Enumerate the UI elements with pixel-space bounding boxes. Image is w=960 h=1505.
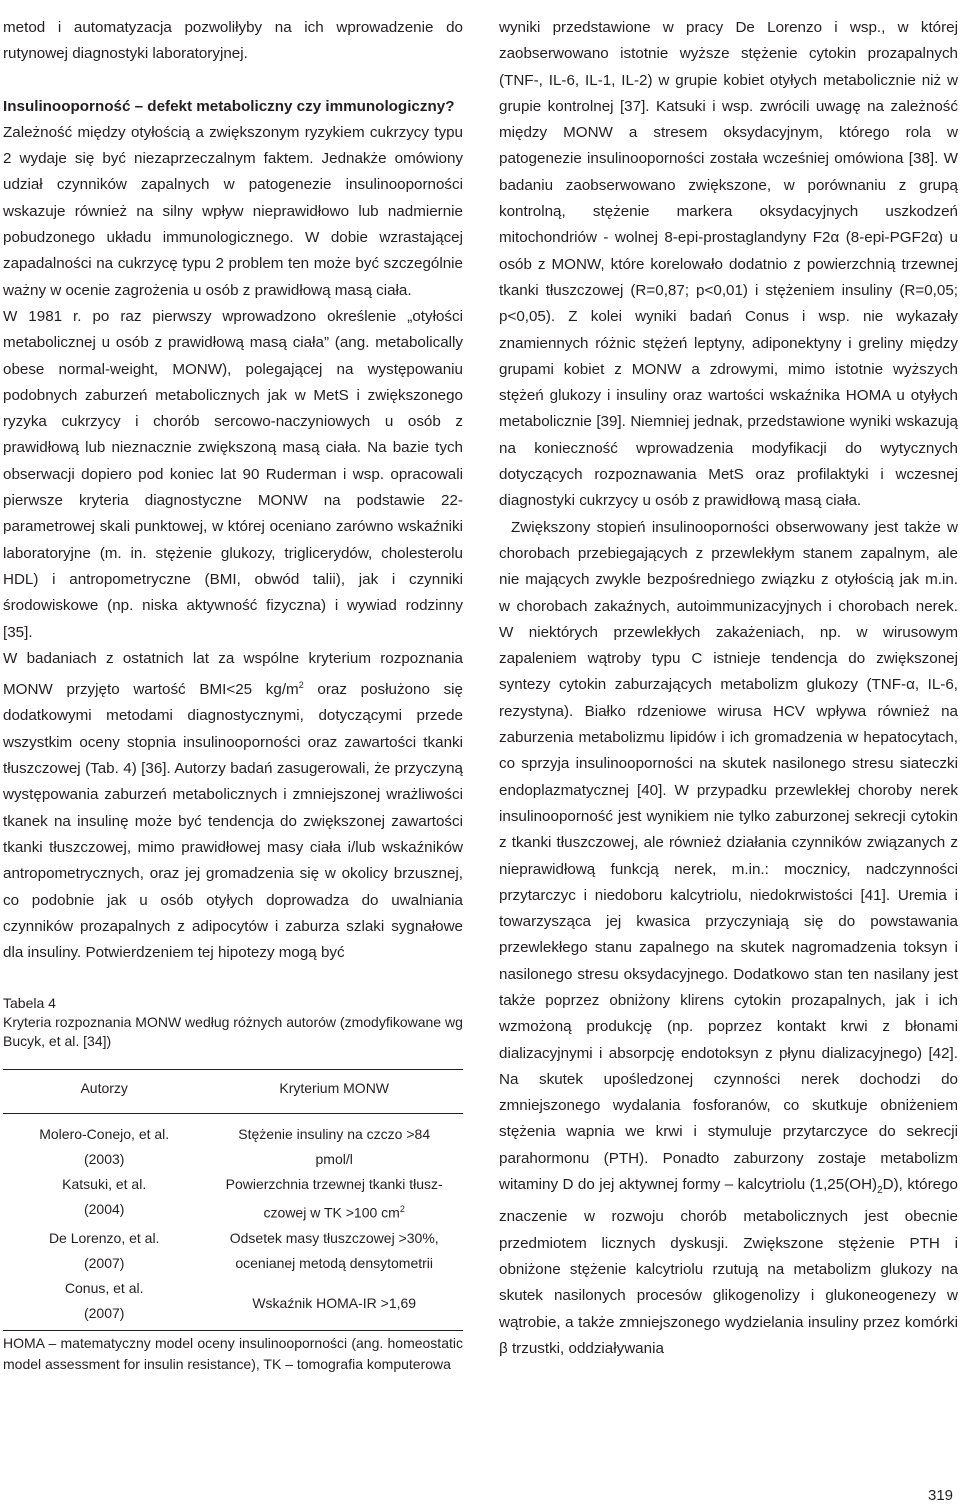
- paragraph: wyniki przedstawione w pracy De Lorenzo i wsp., w której zaobserwowano istotnie wyższe stężenie cytokin prozapalnych (TNF-, IL-6, IL-1, IL-2) w grupie kobiet otyłych metabolicznie niż w grupie kontrolnej [37]. Katsuki i wsp. zwrócili uwagę na zależność między MONW a stresem oksydacyjnym, którego rola w patogenezie insulinooporności została wcześniej omówiona [38]. W badaniu zaobserwowano zwiększone, w porównaniu z grupą kontrolną, stężenie markera oksydacyjnych uszkodzeń mitochondriów - wolnej 8-epi-prostaglandyny F2α (8-epi-PGF2α) u osób z MONW, które korelowało dodatnio z powierzchnią trzewnej tkanki tłuszczowej (R=0,87; p<0,01) i stężeniem insuliny (R=0,05; p<0,05). Z kolei wyniki badań Conus i wsp. nie wykazały znamiennych różnic stężeń leptyny, adiponektyny i greliny między grupami kobiet z MONW a zdrowymi, mimo istotnie wyższych stężeń glukozy i insuliny oraz wartości wskaźnika HOMA u otyłych metabolicznie [39]. Niemniej jednak, przedstawione wyniki wskazują na konieczność wprowadzenia modyfikacji do wytycznych dotyczących rozpoznawania MetS oraz profilaktyki i wczesnej diagnostyki cukrzycy u osób z prawidłową masą ciała.: [499, 19, 958, 510]
- author-cell: Conus, et al. (2007): [64, 1280, 144, 1322]
- author-cell: De Lorenzo, et al. (2007): [48, 1230, 160, 1272]
- table-caption: Kryteria rozpoznania MONW według różnych autorów (zmodyfikowane wg Bucyk, et al. [34]): [3, 1014, 463, 1050]
- paragraph: Zwiększony stopień insulinooporności obserwowany jest także w chorobach przebiegających z przewlekłym stanem zapalnym, ale nie mających zwykle bezpośredniego związku z otyłością jak m.in. w chorobach zakaźnych, autoimmunizacyjnych i chorobach nerek. W niektórych przewlekłych zakażeniach, np. w wirusowym zapaleniem wątroby typu C istnieje tendencja do zwiększonej syntezy cytokin zaburzających metabolizm glukozy (TNF-α, IL-6, rezystyna). Białko rdzeniowe wirusa HCV wpływa również na zaburzenia metabolizmu lipidów i ich gromadzenia w hepatocytach, co sprzyja insulinooporności na skutek nasilonego stresu siateczki endoplazmatycznej [40]. W przypadku przewlekłej choroby nerek insulinooporność jest wynikiem nie tylko zaburzonej sekrecji cytokin z tkanki tłuszczowej, ale również działania czynników związanych z nieprawidłową funkcją nerek, m.in.: mocznicy, nadczynności przytarczyc i niedoboru kalcytriolu, niedokrwistości [41]. Uremia i towarzysząca jej kwasica przyczyniają się do powstawania przewlekłego stanu zapalnego na skutek nagromadzenia toksyn i nasilonego stresu oksydacyjnego. Dodatkowo stan ten nasilany jest także poprzez obniżony klirens cytokin prozapalnych, jak i ich wzmożoną produkcję (np. poprzez kontakt krwi z błonami dializacyjnymi i absorpcję endotoksyn z płynu dializacyjnego) [42]. Na skutek upośledzonej czynności nerek dochodzi do zmniejszonego wydalania fosforanów, co skutkuje obniżeniem stężenia wapnia we krwi i stymuluje przytarczyce do sekrecji parahormonu (PTH). Ponadto zaburzony zostaje metabolizm witaminy D do jej aktywnej formy – kalcytriolu $(1,25(OH)_2D)$, którego znaczenie w rozwoju chorób metabolicznych jest obecnie przedmiotem licznych dyskusji. Zwiększone stężenie PTH i obniżone stężenie kalcytriolu rzutują na metabolizm glukozy na skutek nasilonych procesów glikogenolizy i glukoneogenezy w wątrobie, a także zmniejszonego wydzielania insuliny przez komórki β trzustki, oddziaływania: [499, 518, 958, 1357]
- table-footnote: HOMA – matematyczny model oceny insulinooporności (ang. homeostatic model assessment for insulin resistance), TK – tomografia komputerowa: [3, 1335, 463, 1373]
- criterion-cell: Stężenie insuliny na czczo >84 pmol/l: [238, 1126, 431, 1168]
- page-number: 319: [928, 1487, 954, 1504]
- section-heading: Insulinooporność – defekt metaboliczny czy immunologiczny?: [3, 97, 455, 115]
- paragraph: Zależność między otyłością a zwiększonym ryzykiem cukrzycy typu 2 wydaje się być niezaprzeczalnym faktem. Jednakże omówiony udział czynników zapalnych w patogenezie insulinooporności wskazuje również na silny wpływ nieprawidłowo lub nadmiernie pobudzonego układu immunologicznego. W dobie wzrastającej zapadalności na cukrzycę typu 2 problem ten może być szczególnie ważny w ocenie zagrożenia u osób z prawidłową masą ciała.: [3, 123, 463, 299]
- table-row: [3, 1114, 463, 1173]
- criterion-cell: Wskaźnik HOMA-IR >1,69: [252, 1294, 417, 1311]
- paragraph: W badaniach z ostatnich lat za wspólne kryterium rozpoznania MONW przyjęto wartość BMI<25 $kg/m^2$ oraz posłużono się dodatkowymi metodami diagnostycznymi, dotyczącymi przede wszystkim oceny stopnia insulinooporności oraz zawartości tkanki tłuszczowej (Tab. 4) [36]. Autorzy badań zasugerowali, że przyczyną występowania zaburzeń metabolicznych i zmniejszonej wrażliwości tkanek na insulinę może być tendencja do zwiększonej zawartości tkanki tłuszczowej, mimo prawidłowej masy ciała i/lub wskaźników antropometrycznych, oraz jej gromadzenia się w okolicy brzusznej, co podobnie jak u osób otyłych doprowadza do uwalniania czynników prozapalnych z adipocytów i zaburza szlaki sygnałowe dla insuliny. Potwierdzeniem tej hipotezy mogą być: [3, 649, 464, 962]
- left-column: [3, 15, 463, 1375]
- table-label: Tabela 4: [3, 995, 56, 1012]
- table-row: [3, 1172, 463, 1226]
- table-row: [3, 1226, 463, 1276]
- author-cell: Katsuki, et al. (2004): [62, 1176, 147, 1218]
- criterion-cell: Odsetek masy tłuszczowej >30%, ocenianej metodą densytometrii: [229, 1230, 439, 1272]
- table-4: [3, 994, 463, 1375]
- table-header: Kryterium MONW: [279, 1080, 390, 1097]
- right-column: [499, 15, 958, 1362]
- table-row: [3, 1276, 463, 1331]
- paragraph: W 1981 r. po raz pierwszy wprowadzono określenie „otyłości metabolicznej u osób z prawidłową masą ciała” (ang. metabolically obese normal-weight, MONW), polegającej na występowaniu podobnych zaburzeń metabolicznych jak w MetS i zwiększonego ryzyka cukrzycy i chorób sercowo-naczyniowych u osób z prawidłową lub nieznacznie zwiększoną masą ciała. Na bazie tych obserwacji dopiero pod koniec lat 90 Ruderman i wsp. opracowali pierwsze kryteria diagnostyczne MONW na podstawie 22-parametrowej skali punktowej, w której oceniano zarówno wskaźniki laboratoryjne (m. in. stężenie glukozy, triglicerydów, cholesterolu HDL) i antropometryczne (BMI, obwód talii), jak i czynniki środowiskowe (np. niska aktywność fizyczna) i wywiad rodzinny [35].: [3, 307, 463, 641]
- criterion-cell: Powierzchnia trzewnej tkanki tłusz- czowej w TK >100 $cm^2$: [225, 1176, 443, 1222]
- criteria-table: [3, 1069, 463, 1331]
- table-header: Autorzy: [80, 1080, 128, 1097]
- author-cell: Molero-Conejo, et al. (2003): [39, 1126, 170, 1168]
- paragraph: metod i automatyzacja pozwoliłyby na ich wprowadzenie do rutynowej diagnostyki laboratoryjnej.: [3, 19, 463, 63]
